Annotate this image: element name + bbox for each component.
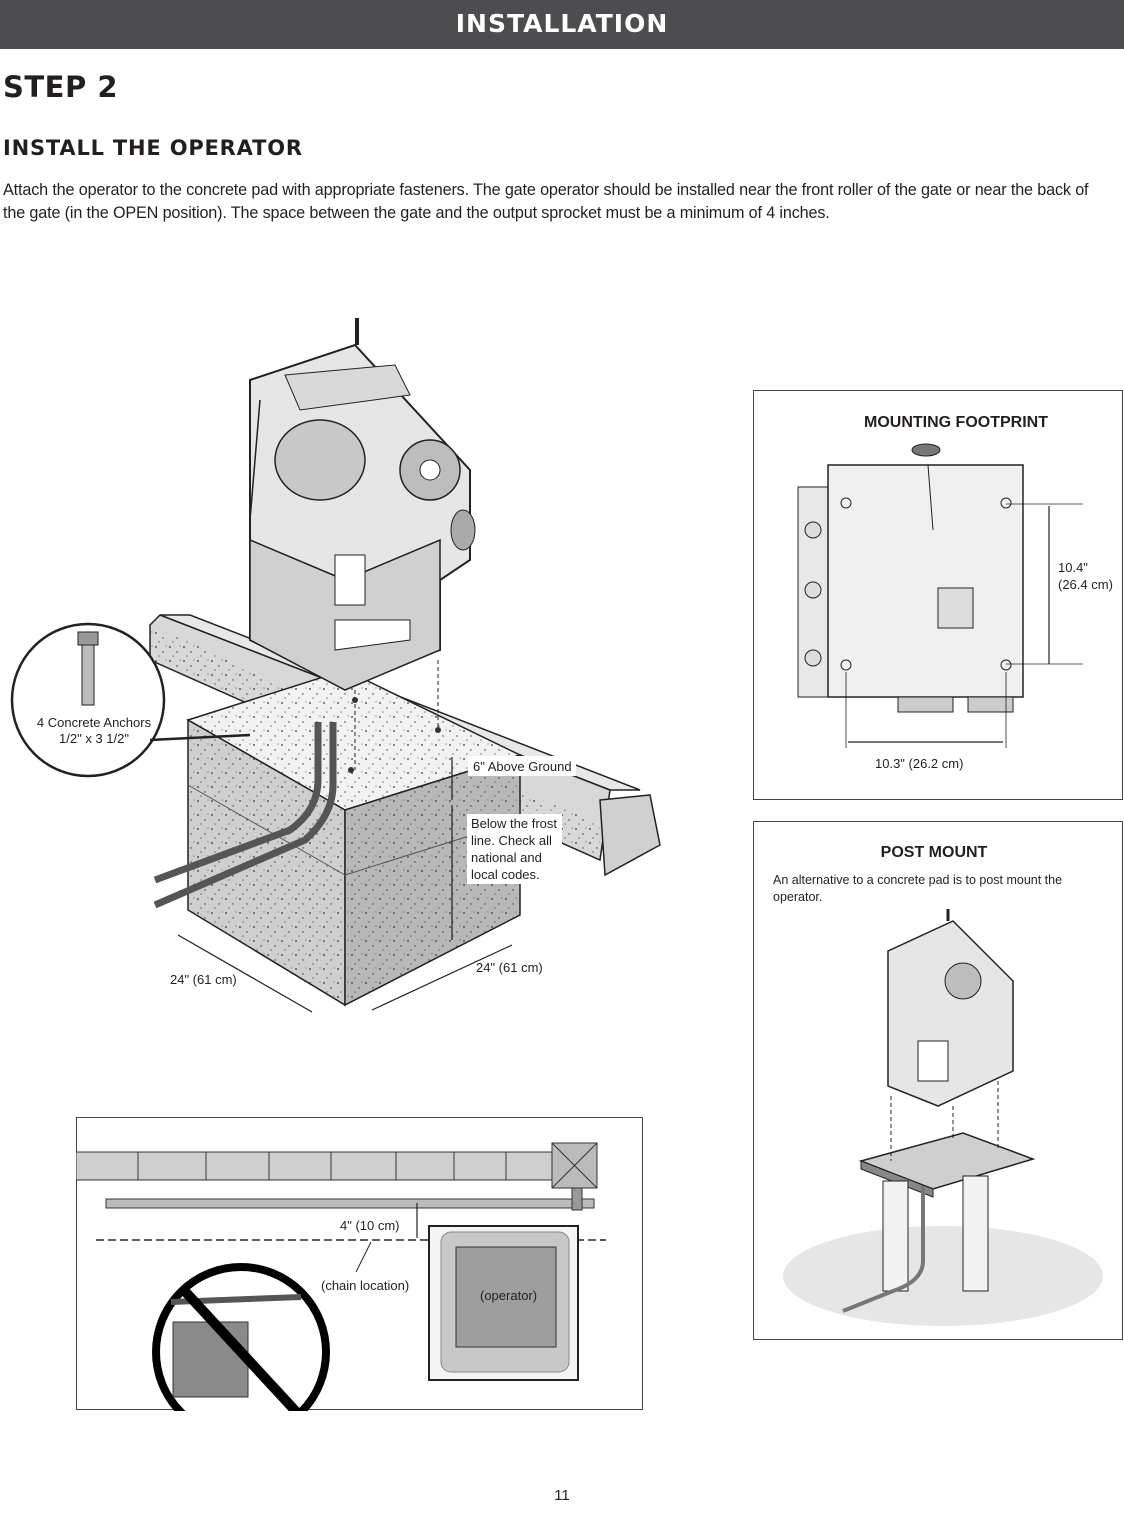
correct-operator-placement — [429, 1226, 578, 1380]
pad-width-left-label: 24" (61 cm) — [170, 972, 237, 987]
prohibited-placement-icon — [156, 1267, 326, 1411]
footprint-height-label-1: 10.4" — [1058, 560, 1088, 575]
gap-label: 4" (10 cm) — [340, 1218, 400, 1233]
gate-rail — [76, 1143, 597, 1210]
pad-width-right-label: 24" (61 cm) — [476, 960, 543, 975]
post-mount-figure — [753, 821, 1124, 1341]
footprint-height-label-2: (26.4 cm) — [1058, 577, 1113, 592]
section-header: INSTALLATION — [0, 0, 1124, 49]
footprint-width-label: 10.3" (26.2 cm) — [875, 756, 964, 771]
footprint-title: MOUNTING FOOTPRINT — [864, 414, 1048, 431]
section-title: INSTALL THE OPERATOR — [3, 136, 303, 160]
instructions-paragraph: Attach the operator to the concrete pad with appropriate fasteners. The gate operator should be installed near the front roller of the gate or near the back of the gate (in the OPEN position). The space between the gate and the output sprocket must be a minimum of 4 inches. — [3, 181, 1089, 222]
page-number: 11 — [554, 1487, 570, 1504]
post-mount-desc-2: operator. — [773, 890, 823, 904]
concrete-pad — [155, 670, 520, 1005]
operator-label: (operator) — [480, 1288, 538, 1303]
post-mount-title: POST MOUNT — [880, 844, 988, 861]
frost-line-label-3: national and — [471, 850, 542, 865]
anchor-label-line2: 1/2" x 3 1/2" — [59, 731, 129, 746]
above-ground-label: 6" Above Ground — [473, 759, 572, 774]
step-heading: STEP 2 — [3, 70, 119, 104]
frost-line-label-2: line. Check all — [471, 833, 552, 848]
frost-line-label-1: Below the frost — [471, 816, 557, 831]
footprint-drawing — [798, 444, 1023, 712]
placement-figure — [76, 1117, 644, 1411]
concrete-pad-figure — [0, 300, 680, 1040]
chain-location-label: (chain location) — [321, 1278, 410, 1293]
post-mount-desc-1: An alternative to a concrete pad is to post mount the — [773, 873, 1063, 887]
operator-unit — [250, 318, 475, 690]
frost-line-label-4: local codes. — [471, 867, 540, 882]
mounting-footprint-figure — [753, 390, 1124, 801]
anchor-label-line1: 4 Concrete Anchors — [36, 715, 152, 730]
